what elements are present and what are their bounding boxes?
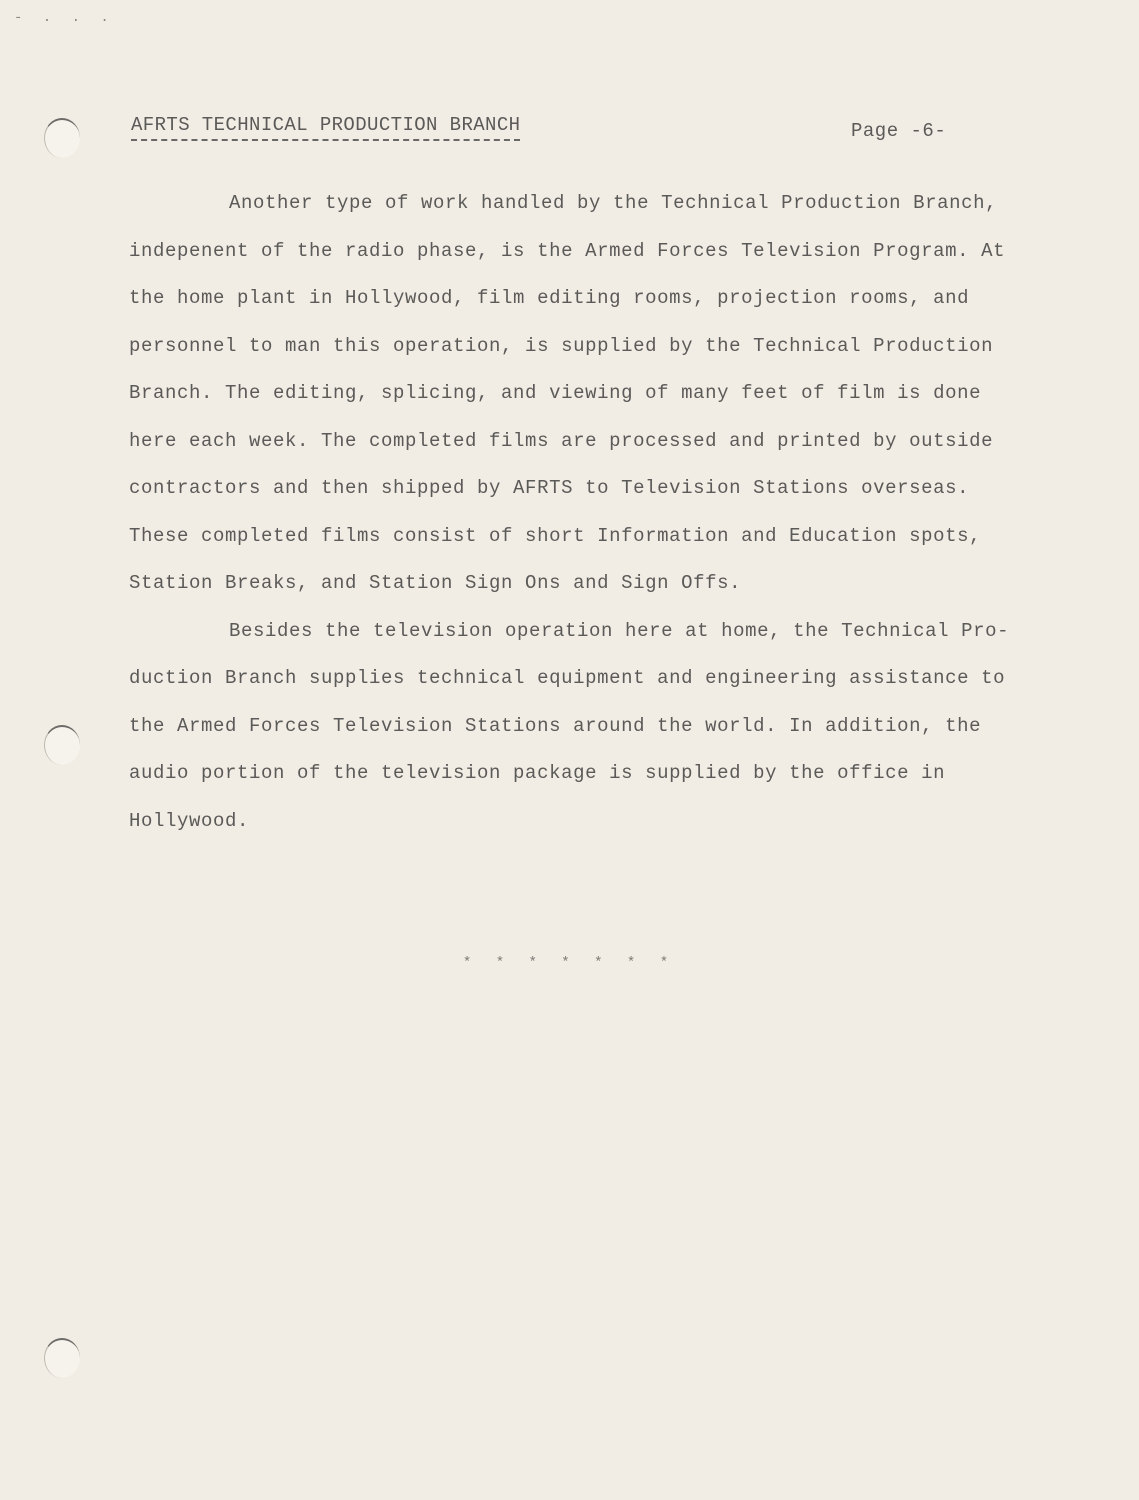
text-line: Another type of work handled by the Technical Production Branch,	[229, 192, 998, 214]
paragraph	[129, 608, 1029, 846]
text-line: Besides the television operation here at home, the Technical Pro-	[229, 619, 1010, 642]
text-line: audio portion of the television package is supplied by the office in	[129, 762, 946, 784]
text-line: here each week. The completed films are processed and printed by outside	[129, 429, 994, 452]
text-line: Branch. The editing, splicing, and viewing of many feet of film is done	[129, 382, 982, 404]
text-line: These completed films consist of short Information and Education spots,	[129, 524, 982, 547]
page-header	[131, 114, 971, 154]
end-mark: * * * * * * *	[462, 955, 677, 971]
text-line: Hollywood.	[129, 809, 250, 832]
punch-hole-icon	[44, 1338, 80, 1378]
text-line: duction Branch supplies technical equipment and engineering assistance to	[129, 667, 1006, 689]
header-title: AFRTS TECHNICAL PRODUCTION BRANCH	[131, 114, 520, 141]
text-line: indepenent of the radio phase, is the Armed Forces Television Program. At	[129, 239, 1006, 262]
text-line: personnel to man this operation, is supplied by the Technical Production	[129, 334, 994, 357]
text-line: Station Breaks, and Station Sign Ons and Sign Offs.	[129, 572, 742, 594]
text-line: the Armed Forces Television Stations around the world. In addition, the	[129, 714, 982, 737]
corner-marks: - . . .	[14, 10, 115, 26]
body-text	[129, 180, 1029, 845]
punch-hole-icon	[44, 118, 80, 158]
text-line: the home plant in Hollywood, film editing rooms, projection rooms, and	[129, 287, 970, 309]
paragraph	[129, 180, 1029, 608]
page-number: Page -6-	[851, 120, 947, 142]
punch-hole-icon	[44, 725, 80, 765]
text-line: contractors and then shipped by AFRTS to Television Stations overseas.	[129, 477, 970, 499]
